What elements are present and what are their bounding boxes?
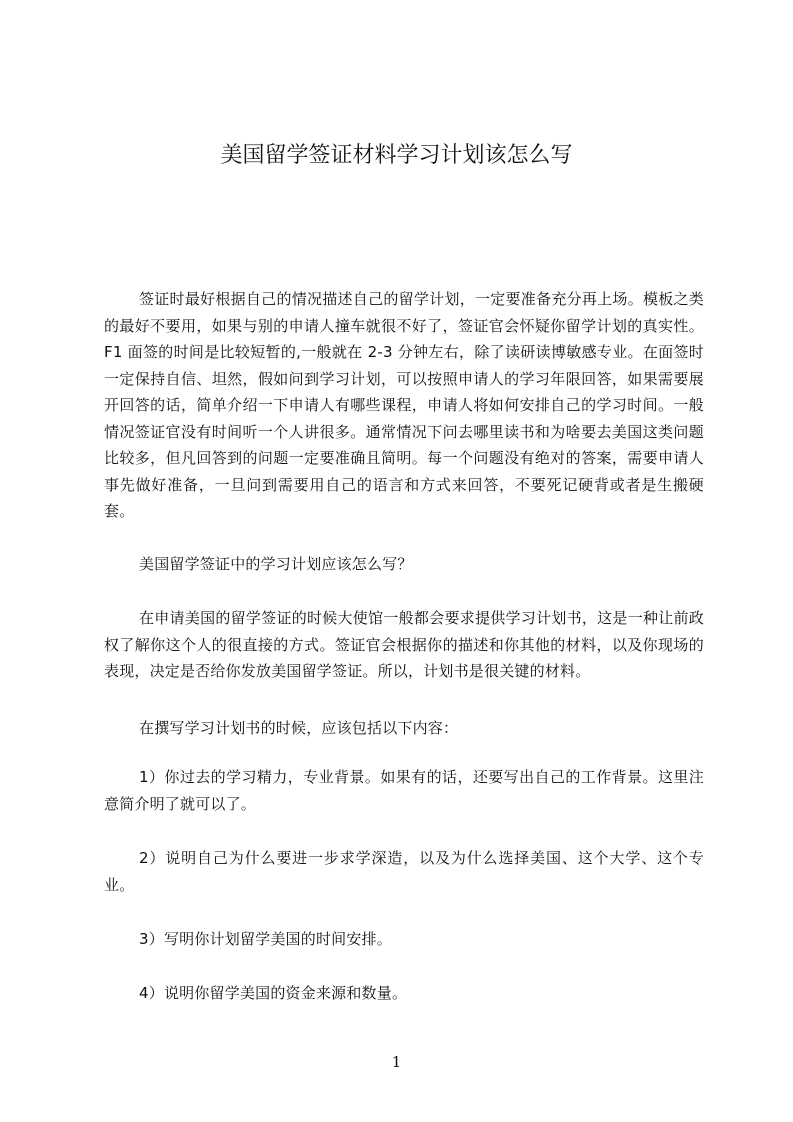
paragraph-contents-heading: 在撰写学习计划书的时候，应该包括以下内容： bbox=[139, 719, 459, 737]
paragraph-question-heading: 美国留学签证中的学习计划应该怎么写？ bbox=[139, 555, 413, 573]
list-item-motivation: 2）说明自己为什么要进一步求学深造，以及为什么选择美国、这个大学、这个专业。 bbox=[104, 849, 704, 894]
paragraph-visa-advice: 签证时最好根据自己的情况描述自己的留学计划，一定要准备充分再上场。模板之类的最好不要用，如果与别的申请人撞车就很不好了，签证官会怀疑你留学计划的真实性。F1 面签的时间是比较短暂的,一般就在 2-3 分钟左右，除了读研读博敏感专业。在面签时一定保持自信、坦然，假如问到学习计划，可以按照申请人的学习年限回答，如果需要展开回答的话，简单介绍一下申请人有哪些课程，申请人将如何安排自己的学习时间。一般情况签证官没有时间听一个人讲很多。通常情况下问去哪里读书和为啥要去美国这类问题比较多，但凡回答到的问题一定要准确且简明。每一个问题没有绝对的答案，需要申请人事先做好准备，一旦问到需要用自己的语言和方式来回答，不要死记硬背或者是生搬硬套。 bbox=[104, 290, 704, 520]
list-item-funding: 4）说明你留学美国的资金来源和数量。 bbox=[139, 984, 408, 1002]
page-number: 1 bbox=[391, 1053, 402, 1071]
document-title: 美国留学签证材料学习计划该怎么写 bbox=[220, 143, 573, 168]
paragraph-study-plan-intro: 在申请美国的留学签证的时候大使馆一般都会要求提供学习计划书，这是一种让前政权了解你这个人的很直接的方式。签证官会根据你的描述和你其他的材料，以及你现场的表现，决定是否给你发放美国留学签证。所以，计划书是很关键的材料。 bbox=[104, 609, 704, 680]
list-item-background: 1）你过去的学习精力，专业背景。如果有的话，还要写出自己的工作背景。这里注意简介明了就可以了。 bbox=[104, 768, 704, 813]
list-item-schedule: 3）写明你计划留学美国的时间安排。 bbox=[139, 930, 392, 948]
